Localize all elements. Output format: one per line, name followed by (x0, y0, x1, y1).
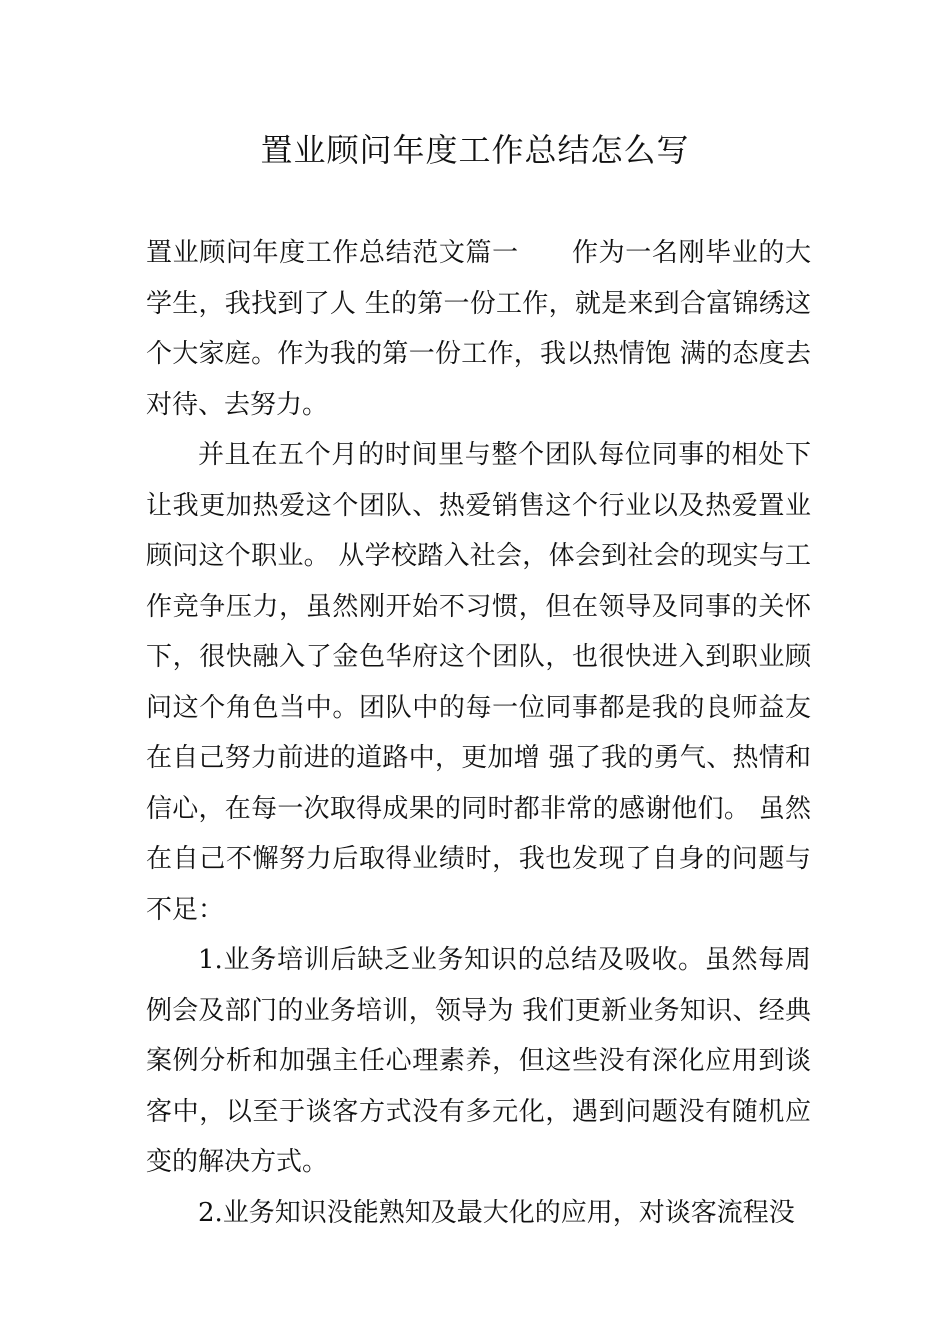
paragraph-3: 1.业务培训后缺乏业务知识的总结及吸收。虽然每周例会及部门的业务培训，领导为 我们更新业务知识、经典案例分析和加强主任心理素养，但这些没有深化应用到谈客中，以至于谈客方式没有多元化，遇到问题没有随机应变的解决方式。 (146, 945, 811, 1177)
paragraph-2: 并且在五个月的时间里与整个团队每位同事的相处下让我更加热爱这个团队、热爱销售这个行业以及热爱置业顾问这个职业。 从学校踏入社会，体会到社会的现实与工作竞争压力，虽然刚开始不习惯，但在领导及同事的关怀下，很快融入了金色华府这个团队，也很快进入到职业顾问这个角色当中。团队中的每一位同事都是我的良师益友在自己努力前进的道路中，更加增 强了我的勇气、热情和信心，在每一次取得成果的同时都非常的感谢他们。 虽然在自己不懈努力后取得业绩时，我也发现了自身的问题与不足： (146, 440, 811, 925)
paragraph-4: 2.业务知识没能熟知及最大化的应用，对谈客流程没 (198, 1197, 795, 1228)
document-title: 置业顾问年度工作总结怎么写 (260, 131, 690, 169)
paragraph-1: 置业顾问年度工作总结范文篇一 作为一名刚毕业的大学生，我找到了人 生的第一份工作，就是来到合富锦绣这个大家庭。作为我的第一份工作，我以热情饱 满的态度去对待、去努力。 (146, 238, 811, 420)
document-body (146, 228, 811, 1238)
